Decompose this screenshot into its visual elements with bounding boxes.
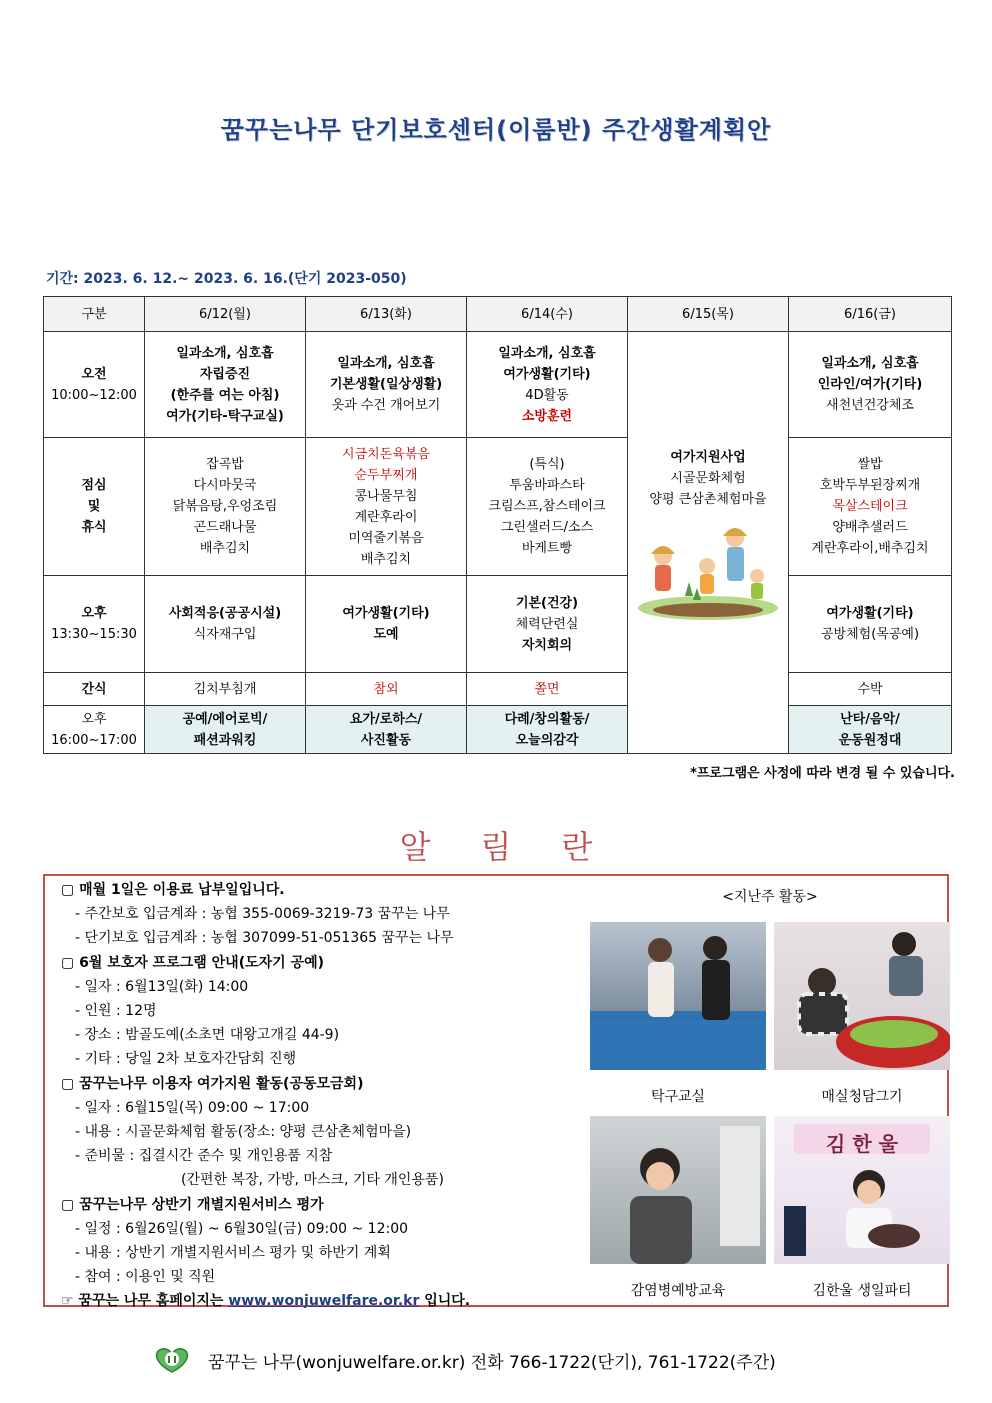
notice-heading: ▢ 꿈꾸는나무 상반기 개별지원서비스 평가 bbox=[61, 1196, 324, 1213]
table-row-lunch bbox=[44, 438, 952, 576]
cell-afternoon-wed: 기본(건강) 체력단련실 자치회의 bbox=[467, 576, 628, 673]
farming-family-illustration bbox=[635, 516, 781, 620]
homepage-line: ☞ 꿈꾸는 나무 홈페이지는 www.wonjuwelfare.or.kr 입니다. bbox=[61, 1293, 471, 1310]
cell-lunch-mon: 잡곡밥 다시마뭇국 닭볶음탕,우엉조림 곤드래나물 배추김치 bbox=[145, 438, 306, 576]
notice-lines bbox=[61, 878, 601, 1314]
header-thu: 6/15(목) bbox=[628, 297, 789, 332]
notice-item: (간편한 복장, 가방, 마스크, 기타 개인용품) bbox=[181, 1172, 444, 1189]
photo-plum-syrup bbox=[774, 922, 950, 1070]
header-mon: 6/12(월) bbox=[145, 297, 306, 332]
photo-caption: 매실청담그기 bbox=[821, 1089, 903, 1105]
cell-morning-mon: 일과소개, 심호흡 자립증진 (한주를 여는 아침) 여가(기타-탁구교실) bbox=[145, 332, 306, 438]
plum-syrup-scene bbox=[774, 922, 950, 1070]
homepage-link[interactable]: www.wonjuwelfare.or.kr bbox=[228, 1293, 420, 1310]
header-fri: 6/16(금) bbox=[789, 297, 952, 332]
notice-item: - 장소 : 밤골도예(소초면 대왕고개길 44-9) bbox=[75, 1027, 340, 1044]
cell-snack-mon: 김치부침개 bbox=[145, 673, 306, 706]
cell-snack-tue: 참외 bbox=[306, 673, 467, 706]
notice-item: - 참여 : 이용인 및 직원 bbox=[75, 1269, 216, 1286]
table-row-afternoon bbox=[44, 576, 952, 673]
cell-snack-wed: 쫄면 bbox=[467, 673, 628, 706]
weekly-plan-table bbox=[43, 296, 952, 754]
row-label-late: 오후 16:00~17:00 bbox=[44, 706, 145, 754]
notice-heading: ▢ 6월 보호자 프로그램 안내(도자기 공예) bbox=[61, 954, 324, 971]
schedule-change-note: *프로그램은 사정에 따라 변경 될 수 있습니다. bbox=[690, 766, 955, 781]
cell-afternoon-fri: 여가생활(기타) 공방체험(목공예) bbox=[789, 576, 952, 673]
table-row-morning bbox=[44, 332, 952, 438]
header-wed: 6/14(수) bbox=[467, 297, 628, 332]
notice-item: - 일자 : 6월15일(목) 09:00 ~ 17:00 bbox=[75, 1099, 310, 1116]
notice-item: - 주간보호 입금계좌 : 농협 355-0069-3219-73 꿈꾸는 나무 bbox=[75, 906, 450, 923]
row-label-snack: 간식 bbox=[44, 673, 145, 706]
cell-lunch-wed: (특식) 투움바파스타 크림스프,참스테이크 그린샐러드/소스 바게트빵 bbox=[467, 438, 628, 576]
cell-late-tue: 요가/로하스/ 사진활동 bbox=[306, 706, 467, 754]
row-label-morning: 오전 10:00~12:00 bbox=[44, 332, 145, 438]
cell-afternoon-tue: 여가생활(기타) 도예 bbox=[306, 576, 467, 673]
notice-item: - 인원 : 12명 bbox=[75, 1003, 157, 1020]
notice-title: 알림란 bbox=[399, 828, 643, 866]
notice-heading: ▢ 매월 1일은 이용료 납부일입니다. bbox=[61, 882, 285, 898]
cell-morning-fri: 일과소개, 심호흡 인라인/여가(기타) 새천년건강체조 bbox=[789, 332, 952, 438]
table-tennis-scene bbox=[590, 922, 766, 1070]
table-row-late-afternoon bbox=[44, 706, 952, 754]
cell-lunch-tue: 시금치돈육볶음 순두부찌개 콩나물무침 계란후라이 미역줄기볶음 배추김치 bbox=[306, 438, 467, 576]
footer bbox=[150, 1346, 776, 1374]
cell-morning-tue: 일과소개, 심호흡 기본생활(일상생활) 옷과 수건 개어보기 bbox=[306, 332, 467, 438]
row-label-lunch: 점심 및 휴식 bbox=[44, 438, 145, 576]
photos-title: <지난주 활동> bbox=[722, 889, 818, 905]
photo-table-tennis bbox=[590, 922, 766, 1070]
notice-item: - 기타 : 당일 2차 보호자간담회 진행 bbox=[75, 1051, 297, 1068]
notice-heading: ▢ 꿈꾸는나무 이용자 여가지원 활동(공동모금회) bbox=[61, 1075, 364, 1092]
infection-prevention-scene bbox=[590, 1116, 766, 1264]
page-title: 꿈꾸는나무 단기보호센터(이룸반) 주간생활계획안 bbox=[220, 116, 772, 144]
table-header-row bbox=[44, 297, 952, 332]
cell-snack-fri: 수박 bbox=[789, 673, 952, 706]
notice-item: - 준비물 : 집결시간 준수 및 개인용품 지참 bbox=[75, 1148, 333, 1165]
header-category: 구분 bbox=[44, 297, 145, 332]
notice-item: - 내용 : 상반기 개별지원서비스 평가 및 하반기 계획 bbox=[75, 1245, 391, 1262]
period-label: 기간: 2023. 6. 12.~ 2023. 6. 16.(단기 2023-050) bbox=[46, 271, 407, 287]
photo-infection-prevention bbox=[590, 1116, 766, 1264]
birthday-banner: 김 한 울 bbox=[826, 1132, 898, 1156]
cell-thu-event: 여가지원사업 시골문화체험 양평 큰삼촌체험마을 bbox=[628, 332, 789, 754]
header-tue: 6/13(화) bbox=[306, 297, 467, 332]
cell-lunch-fri: 쌀밥 호박두부된장찌개 목살스테이크 양배추샐러드 계란후라이,배추김치 bbox=[789, 438, 952, 576]
photo-caption: 감염병예방교육 bbox=[630, 1283, 726, 1299]
cell-morning-wed: 일과소개, 심호흡 여가생활(기타) 4D활동 소방훈련 bbox=[467, 332, 628, 438]
photo-caption: 탁구교실 bbox=[650, 1089, 706, 1105]
cell-afternoon-mon: 사회적응(공공시설) 식자재구입 bbox=[145, 576, 306, 673]
notice-box bbox=[43, 874, 949, 1310]
notice-item: - 내용 : 시골문화체험 활동(장소: 양평 큰삼촌체험마을) bbox=[75, 1124, 412, 1141]
tree-logo-icon bbox=[150, 1346, 194, 1374]
footer-text: 꿈꾸는 나무(wonjuwelfare.or.kr) 전화 766-1722(단기), 761-1722(주간) bbox=[208, 1352, 776, 1373]
photo-birthday-party bbox=[774, 1116, 950, 1264]
notice-item: - 일정 : 6월26일(월) ~ 6월30일(금) 09:00 ~ 12:00 bbox=[75, 1220, 409, 1237]
cell-late-mon: 공예/에어로빅/ 패션과워킹 bbox=[145, 706, 306, 754]
notice-item: - 일자 : 6월13일(화) 14:00 bbox=[75, 978, 249, 995]
row-label-afternoon: 오후 13:30~15:30 bbox=[44, 576, 145, 673]
cell-late-wed: 다례/창의활동/ 오늘의감각 bbox=[467, 706, 628, 754]
cell-late-fri: 난타/음악/ 운동원정대 bbox=[789, 706, 952, 754]
table-row-snack bbox=[44, 673, 952, 706]
notice-item: - 단기보호 입금계좌 : 농협 307099-51-051365 꿈꾸는 나무 bbox=[75, 930, 454, 947]
photo-caption: 김한울 생일파티 bbox=[812, 1283, 912, 1299]
